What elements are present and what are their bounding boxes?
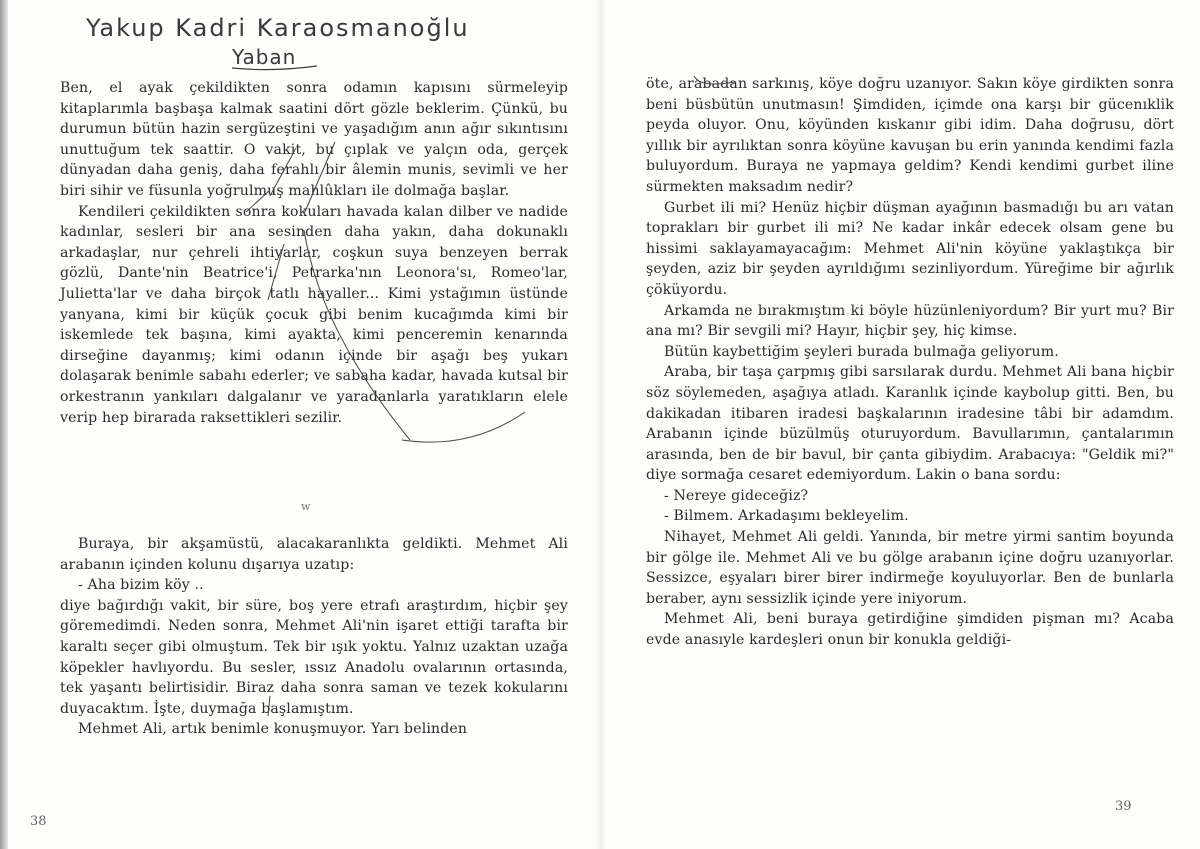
book-gutter (596, 0, 606, 849)
paragraph: öte, arabadan sarkınış, köye doğru uzanıyor. Sakın köye girdikten sonra beni büsbütün unutmasın! Şimdiden, içimde ona karşı bir gücenıklik peyda oluyor. Onu, köyünden kıskanır gibi idim. Daha doğrusu, dört yıllık bir ayrılıktan sonra köyüne kavuşan bu erin yanında kendimi fazla buluyordum. Buraya ne yapmaya geldim? Kendi kendimi gurbet iline sürmekten maksadım nedir? (646, 76, 1174, 195)
handwriting-svg (82, 8, 552, 72)
paragraph: Bütün kaybettiğim şeyleri burada bulmağa geliyorum. (664, 343, 1059, 360)
paragraph: Nihayet, Mehmet Ali geldi. Yanında, bir metre yirmi santim boyunda bir gölge ile. Mehmet Ali ve bu gölge arabanın içine doğru uzanıyorlar. Sessizce, eşyaları birer birer indirmeğe koyuluyorlar. Ben de bunlarla beraber, aynı sessizlik içinde yere iniyorum. (646, 529, 1174, 607)
book-edge (0, 0, 8, 849)
dialogue-line: - Aha bizim köy .. (78, 577, 204, 594)
right-page (618, 0, 1183, 849)
paragraph: Mehmet Ali, beni buraya getirdiğine şimdiden pişman mı? Acaba evde anasıyle kardeşleri onun bir konukla geldiği- (646, 611, 1174, 649)
text-block-bottom (60, 534, 568, 740)
section-separator: w (301, 500, 311, 513)
text-block-right (646, 74, 1174, 651)
dialogue-line: - Nereye gideceğiz? (664, 487, 809, 504)
paragraph: Buraya, bir akşamüstü, alacakaranlıkta geldikti. Mehmet Ali arabanın içinden kolunu dışarıya uzatıp: (60, 536, 568, 573)
handwritten-book-title: Yaban (232, 45, 297, 69)
page-number-left: 38 (30, 814, 47, 829)
paragraph: Arkamda ne bırakmıştım ki böyle hüzünleniyordum? Bir yurt mu? Bir ana mı? Bir sevgili mi? Hayır, hiçbir şey, hiç kimse. (646, 302, 1174, 340)
paragraph: Araba, bir taşa çarpmış gibi sarsılarak durdu. Mehmet Ali bana hiçbir söz söylemeden, aşağıya atladı. Karanlık içinde kaybolup gitti. Ben, bu dakikadan itibaren iradesi başkalarının iradesine tâbi bir adamdım. Arabanın içinde büzülmüş oturuyordum. Bavullarımın, çantalarımın arasında, ben de bir bavul, bir çanta gibiydim. Arabacıya: "Geldik mi?" diye sormağa cesaret edemiyordum. Lakin o bana sordu: (646, 364, 1174, 484)
left-page (18, 0, 578, 849)
page-number-right: 39 (1115, 799, 1132, 814)
handwritten-author: Yakup Kadri Karaosmanoğlu (86, 14, 470, 42)
paragraph: Gurbet ili mi? Henüz hiçbir düşman ayağının basmadığı bu arı vatan toprakları bir gurbet ili mi? Ne kadar inkâr edecek olsam gene bu hissimi saklayamayacağım: Mehmet Ali'nin köyüne yaklaştıkça bir şeyden, aziz bir şeyden ayrıldığımı sezinliyordum. Yüreğime bir ağırlık çöküyordu. (646, 199, 1174, 298)
dialogue-line: - Bilmem. Arkadaşımı bekleyelim. (664, 508, 909, 525)
paragraph: Ben, el ayak çekildikten sonra odamın kapısını sürmeleyip kitaplarımla başbaşa kalmak saatini dört gözle beklerim. Çünkü, bu durumun bütün hazin sergüzeştini ve yaşadığım anın ağır sıkıntısını unuttuğum tek saattir. O vakit, bu çıplak ve yalçın oda, gerçek dünyadan daha geniş, daha ferahlı bir âlemin munis, sevimli ve her biri sihir ve füsunla yoğrulmuş mahlûkları ile dolmağa başlar. (60, 80, 568, 199)
paragraph: diye bağırdığı vakit, bir süre, boş yere etrafı araştırdım, hiçbir şey göremedimdi. Neden sonra, Mehmet Ali'nin işaret ettiği tarafta bir karaltı seçer gibi olmuştum. Tek bir ışık yoktu. Yalnız uzaktan uzağa köpekler havlıyordu. Bu sesler, ıssız Anadolu ovalarının ortasında, tek yaşantı belirtisidir. Biraz daha sonra saman ve tezek kokularını duyacaktım. İşte, duymağa başlamıştım. (60, 597, 568, 717)
paragraph: Kendileri çekildikten sonra kokuları havada kalan dilber ve nadide kadınlar, sesleri bir ana sesinden daha yakın, daha dokunaklı arkadaşlar, nur çehreli ihtiyarlar, coşkun suya benzeyen berrak gözlü, Dante'nin Beatrice'i, Petrarka'nın Leonora'sı, Romeo'lar, Julietta'lar ve daha birçok tatlı hayaller... Kimi ystağımın üstünde yanyana, kimi bir küçük çocuk gibi benim kucağımda kimi bir iskemlede tek başına, kimi ayakta, kimi penceremin kenarında dirseğine dayanmış; kimi odanın içinde bir aşağı beş yukarı dolaşarak benimle sabahı ederler; ve sabaha kadar, havada kutsal bir orkestranın yankıları dalgalanır ve yaradanlarla yaratıkların elele verip hep birarada raksettikleri sezilir. (60, 203, 568, 426)
paragraph: Mehmet Ali, artık benimle konuşmuyor. Yarı belinden (78, 721, 468, 738)
handwritten-title (82, 8, 552, 72)
text-block-top (60, 78, 568, 428)
